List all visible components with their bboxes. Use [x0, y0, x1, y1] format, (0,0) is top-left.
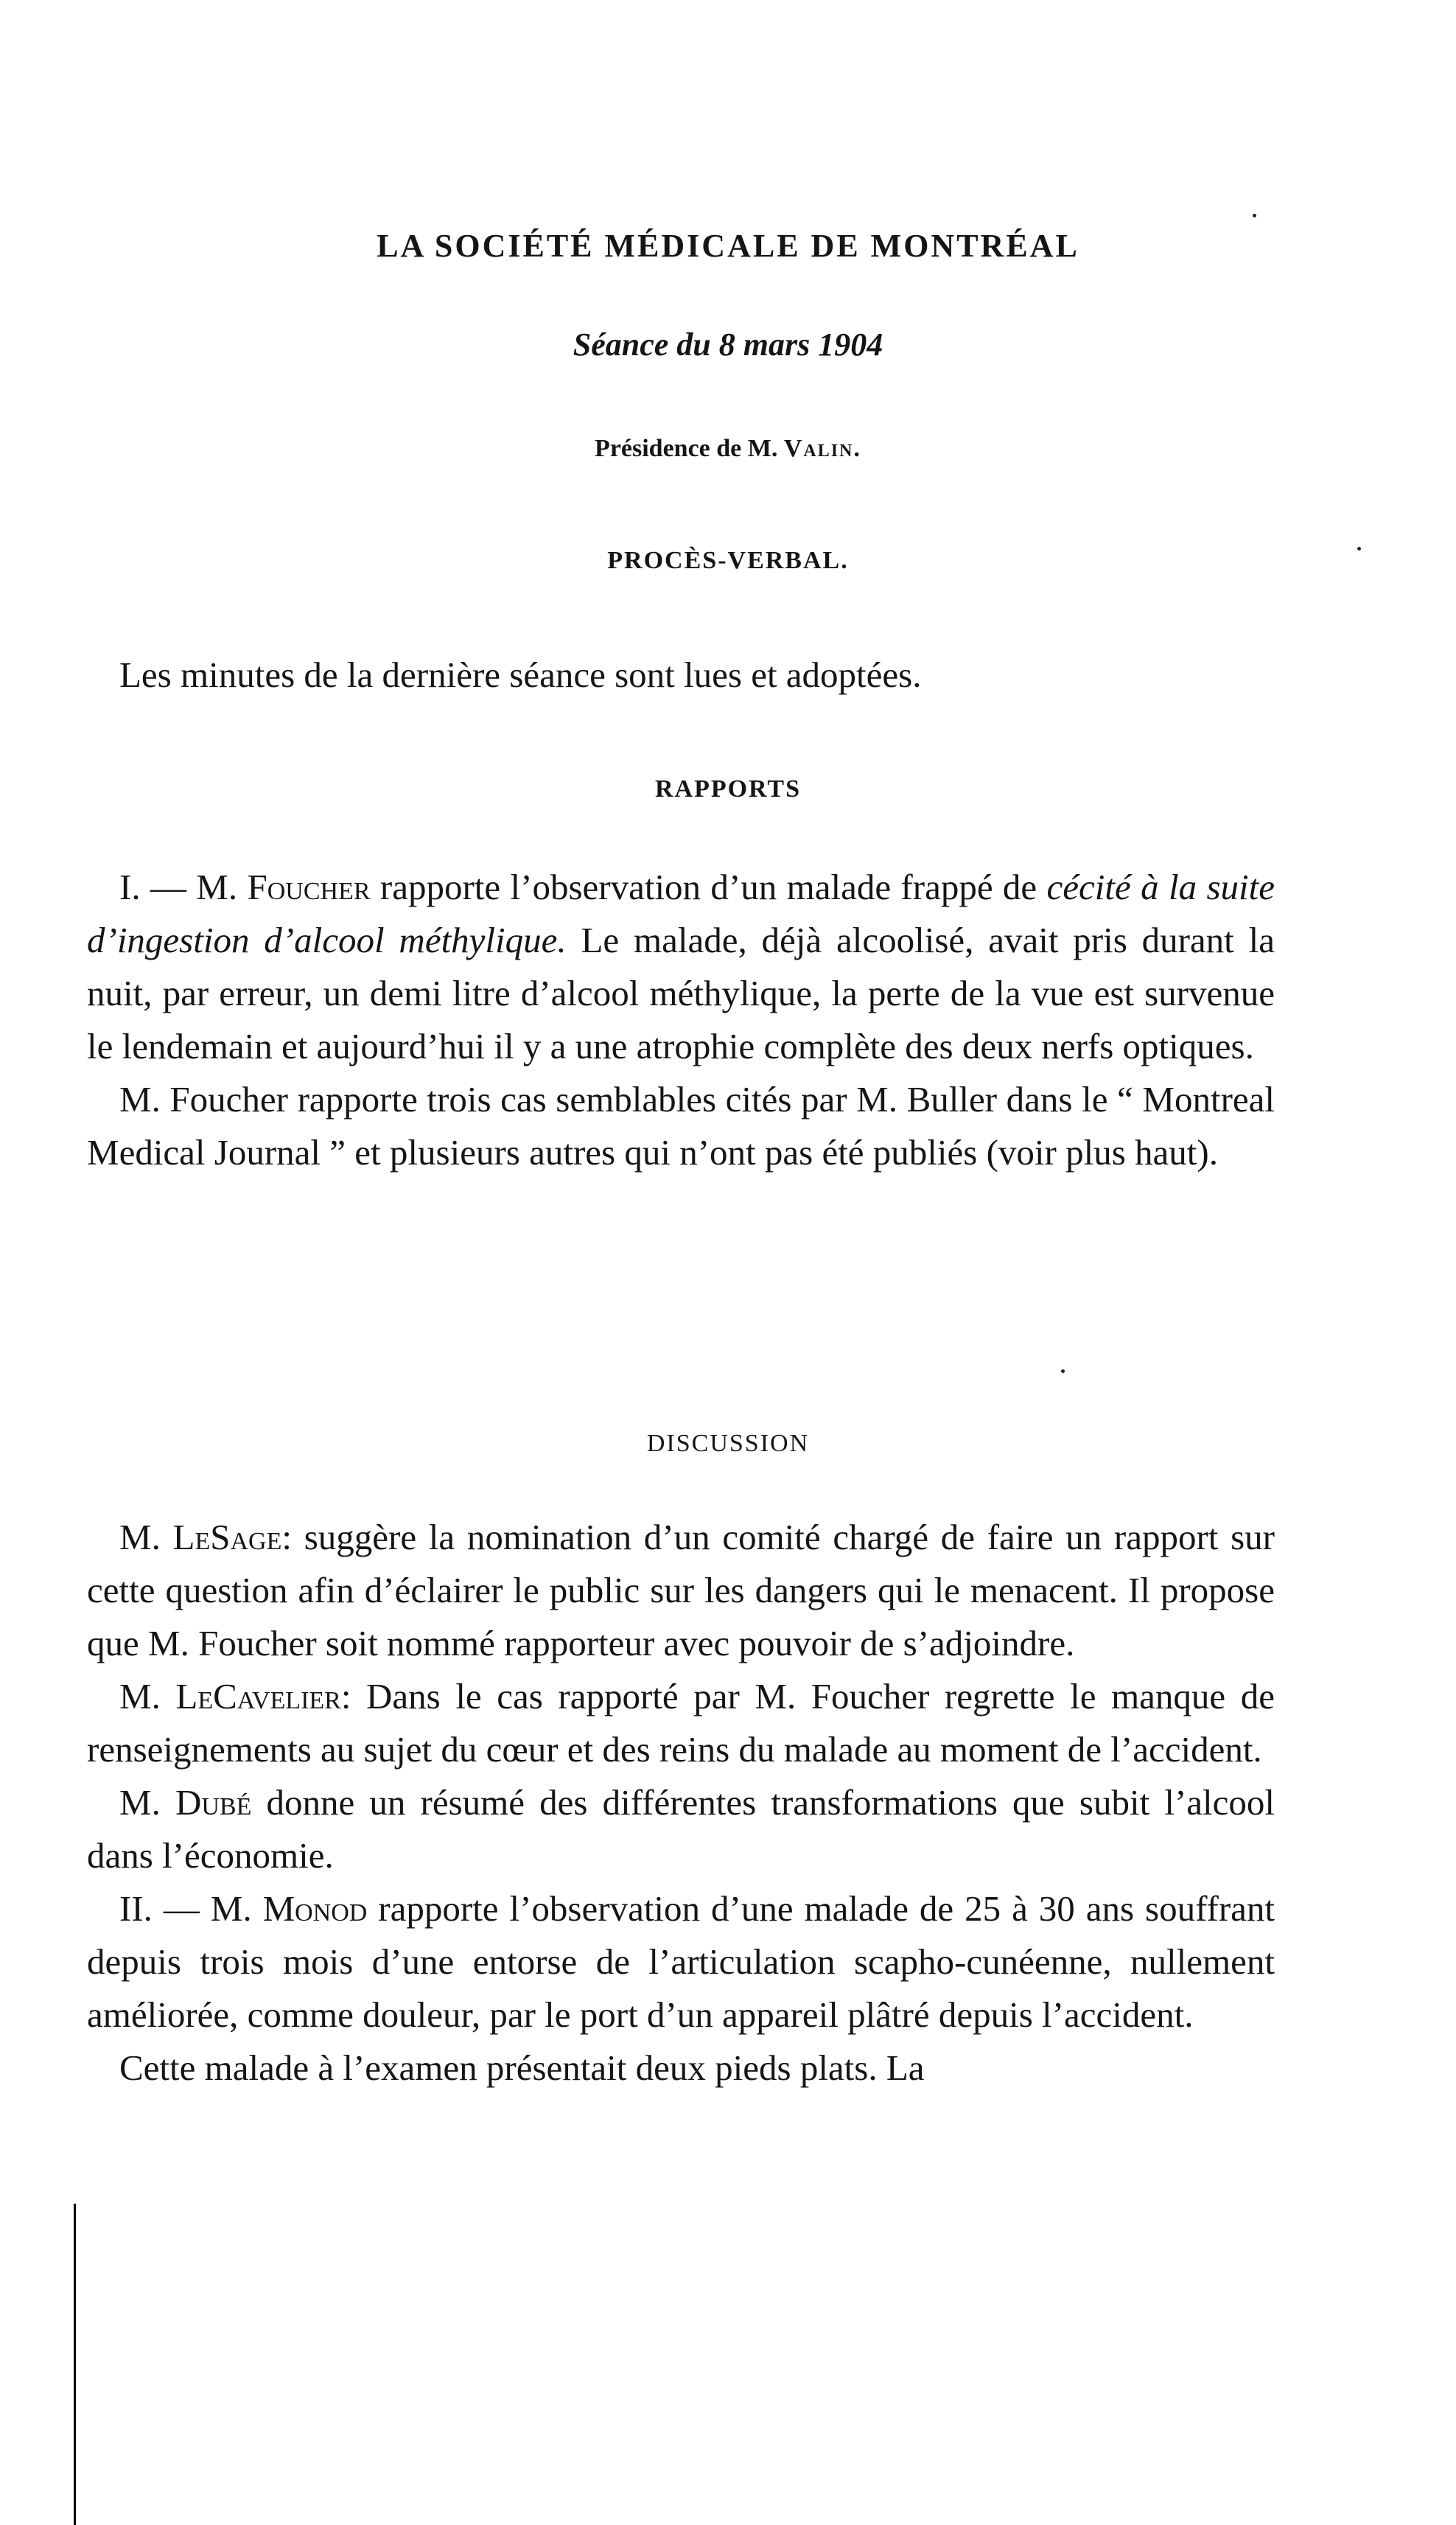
scan-speck [1253, 214, 1256, 217]
lesage-text: : suggère la nomination d’un comité chargé de faire un rapport sur cette question afin d’éclairer le public sur les dangers qui le menacent. Il propose que M. Foucher soit nommé rapporteur avec pouvoir de s’adjoindre. [87, 1517, 1275, 1663]
session-date: Séance du 8 mars 1904 [573, 326, 883, 363]
report-one-subject: cécité à la suite d’ingestion d’alcool méthylique. [87, 867, 1275, 960]
report-two-text: rapporte l’observation d’une malade de 25 à 30 ans souffrant depuis trois mois d’une entorse de l’articulation scapho-cunéenne, nullement améliorée, comme douleur, par le port d’un appareil plâtré depuis l’accident. [87, 1888, 1275, 2035]
proces-verbal-heading: PROCÈS-VERBAL. [607, 547, 849, 574]
dube-text: donne un résumé des différentes transformations que subit l’alcool dans l’économie. [87, 1782, 1275, 1876]
report-one-text-a: rapporte l’observation d’un malade frappé de [370, 867, 1047, 907]
lesage-prefix: M. [119, 1517, 161, 1557]
presidency-prefix: Présidence de M. [595, 435, 778, 462]
society-title: LA SOCIÉTÉ MÉDICALE DE MONTRÉAL [377, 228, 1079, 264]
lesage-name: LeSage [172, 1517, 282, 1557]
lecavelier-name: LeCavelier [175, 1676, 341, 1716]
dube-prefix: M. [119, 1782, 161, 1823]
minutes-paragraph [87, 649, 1275, 702]
president-name: Valin. [783, 435, 861, 462]
report-two-continuation: Cette malade à l’examen présentait deux pieds plats. La [119, 2047, 925, 2088]
report-one-author: Foucher [247, 867, 371, 907]
dube-name: Dubé [175, 1782, 252, 1823]
discussion-lesage [87, 1511, 1275, 1670]
report-two-number: II. — M. [119, 1888, 252, 1929]
discussion-section [87, 1511, 1275, 2095]
rapports-section [87, 861, 1275, 1179]
lecavelier-text: : Dans le cas rapporté par M. Foucher regrette le manque de renseignements au sujet du cœur et des reins du malade au moment de l’accident. [87, 1676, 1275, 1770]
scan-margin-line [74, 2204, 76, 2525]
discussion-lecavelier [87, 1670, 1275, 1776]
discussion-dube [87, 1776, 1275, 1882]
report-one-paragraph [87, 861, 1275, 1073]
discussion-heading: DISCUSSION [646, 1430, 810, 1457]
scan-speck [1357, 547, 1361, 551]
report-two-author: Monod [262, 1888, 368, 1929]
scan-speck [1061, 1369, 1065, 1373]
report-one-followup: M. Foucher rapporte trois cas semblables cités par M. Buller dans le “ Montreal Medical Journal ” et plusieurs autres qui n’ont pas été publiés (voir plus haut). [87, 1079, 1275, 1173]
minutes-text: Les minutes de la dernière séance sont lues et adoptées. [119, 654, 922, 695]
presidency-line [0, 435, 1456, 463]
lecavelier-prefix: M. [119, 1676, 161, 1716]
rapports-heading: RAPPORTS [654, 775, 802, 803]
report-two-paragraph [87, 1882, 1275, 2042]
report-one-number: I. — M. [119, 867, 238, 907]
report-one-text-b: Le malade, déjà alcoolisé, avait pris durant la nuit, par erreur, un demi litre d’alcool méthylique, la perte de la vue est survenue le lendemain et aujourd’hui il y a une atrophie complète des deux nerfs optiques. [87, 920, 1275, 1066]
